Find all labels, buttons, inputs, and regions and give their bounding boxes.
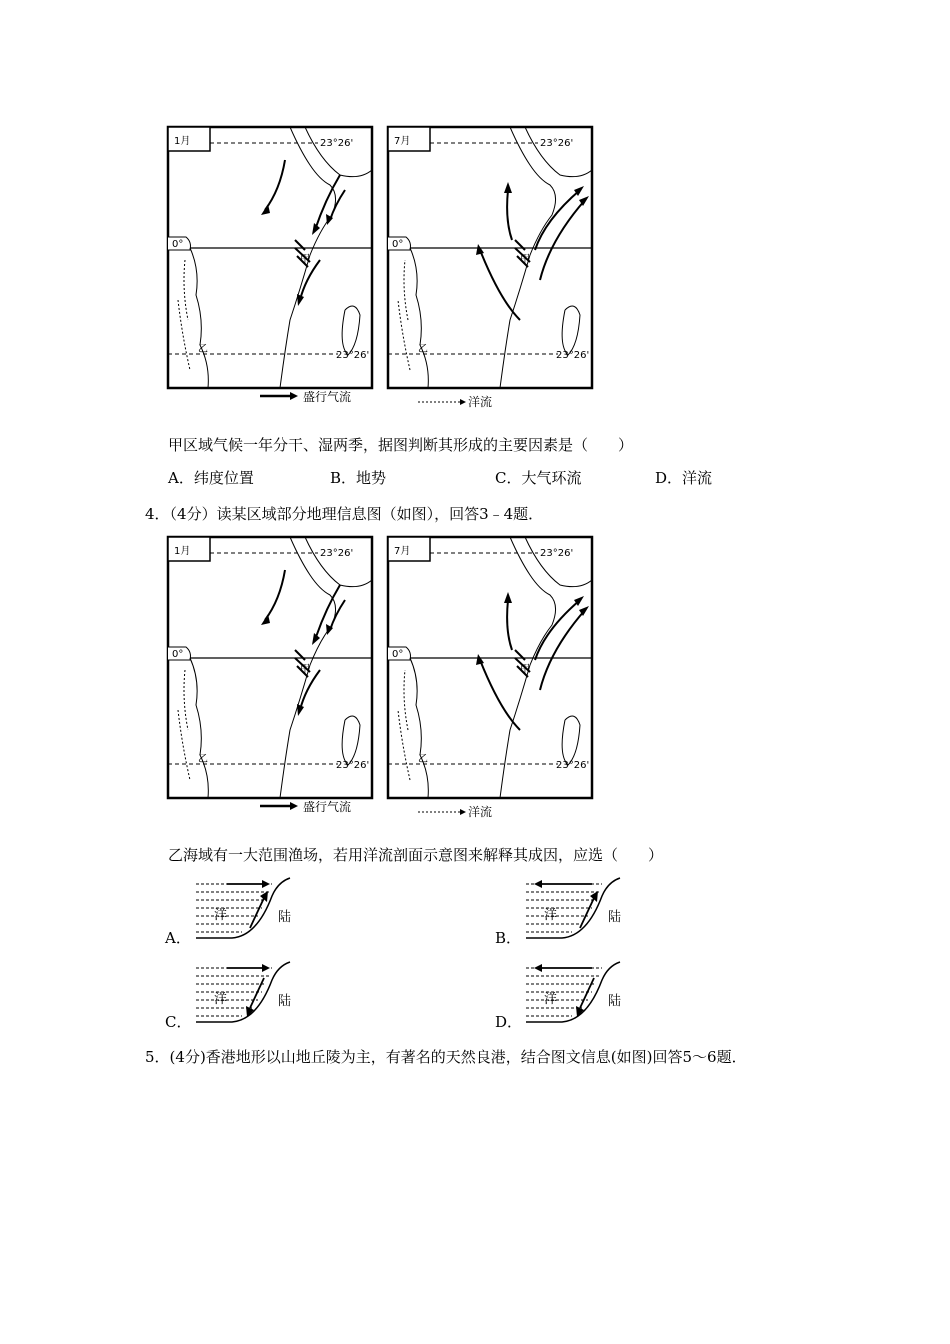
tropic-label: 23°26' bbox=[556, 760, 590, 771]
ocean-label: 洋 bbox=[214, 908, 228, 923]
label-yi: 乙 bbox=[418, 754, 428, 765]
tropic-label: 23°26' bbox=[320, 138, 354, 149]
label-jia: 甲 bbox=[300, 254, 310, 265]
panel-month-label: 7月 bbox=[394, 546, 411, 557]
land-label: 陆 bbox=[278, 910, 292, 925]
tropic-label: 23°26' bbox=[556, 350, 590, 361]
q4-option-c-letter[interactable]: C． bbox=[165, 1013, 192, 1031]
map-figure-1 bbox=[160, 120, 610, 420]
land-label: 陆 bbox=[278, 994, 292, 1009]
label-yi: 乙 bbox=[418, 344, 428, 355]
legend-current-label: 洋流 bbox=[468, 395, 493, 409]
question-4-header: 4．（4分）读某区域部分地理信息图（如图），回答3﹣4题． bbox=[145, 505, 544, 523]
map-panel-july bbox=[388, 537, 592, 798]
q4-option-d-letter[interactable]: D． bbox=[495, 1013, 523, 1031]
q4-option-d-section[interactable] bbox=[522, 960, 632, 1030]
q4-option-c-section[interactable] bbox=[192, 960, 302, 1030]
panel-month-label: 7月 bbox=[394, 136, 411, 147]
map-panel-july bbox=[388, 127, 592, 388]
q4-option-a-section[interactable] bbox=[192, 876, 302, 946]
label-jia: 甲 bbox=[520, 254, 530, 265]
tropic-label: 23°26' bbox=[320, 548, 354, 559]
map-panel-january bbox=[168, 537, 372, 798]
question-5-header: 5．(4分)香港地形以山地丘陵为主，有著名的天然良港，结合图文信息(如图)回答5～6题． bbox=[145, 1048, 747, 1066]
panel-month-label: 1月 bbox=[174, 546, 191, 557]
equator-label: 0° bbox=[172, 649, 184, 660]
equator-label: 0° bbox=[392, 239, 404, 250]
q4-option-a-letter[interactable]: A． bbox=[165, 929, 191, 947]
map-figure-2 bbox=[160, 530, 610, 830]
land-label: 陆 bbox=[608, 910, 622, 925]
question-3-stem: 甲区域气候一年分干、湿两季，据图判断其形成的主要因素是（ ） bbox=[168, 436, 634, 454]
ocean-label: 洋 bbox=[544, 908, 558, 923]
ocean-label: 洋 bbox=[544, 992, 558, 1007]
question-4-stem: 乙海域有一大范围渔场，若用洋流剖面示意图来解释其成因，应选（ ） bbox=[168, 846, 664, 864]
equator-label: 0° bbox=[172, 239, 184, 250]
panel-month-label: 1月 bbox=[174, 136, 191, 147]
q3-option-c[interactable]: C．大气环流 bbox=[495, 469, 582, 487]
legend-current-label: 洋流 bbox=[468, 805, 493, 819]
q4-option-b-section[interactable] bbox=[522, 876, 632, 946]
label-jia: 甲 bbox=[300, 664, 310, 675]
ocean-label: 洋 bbox=[214, 992, 228, 1007]
q3-option-b[interactable]: B．地势 bbox=[330, 469, 387, 487]
label-yi: 乙 bbox=[198, 344, 208, 355]
tropic-label: 23°26' bbox=[540, 138, 574, 149]
q3-option-a[interactable]: A．纬度位置 bbox=[168, 469, 254, 487]
label-yi: 乙 bbox=[198, 754, 208, 765]
tropic-label: 23°26' bbox=[336, 350, 370, 361]
land-label: 陆 bbox=[608, 994, 622, 1009]
legend-wind-label: 盛行气流 bbox=[303, 800, 352, 814]
tropic-label: 23°26' bbox=[540, 548, 574, 559]
map-legend bbox=[260, 799, 492, 819]
map-panel-january bbox=[168, 127, 372, 388]
label-jia: 甲 bbox=[520, 664, 530, 675]
legend-wind-label: 盛行气流 bbox=[303, 390, 352, 404]
equator-label: 0° bbox=[392, 649, 404, 660]
tropic-label: 23°26' bbox=[336, 760, 370, 771]
q3-option-d[interactable]: D．洋流 bbox=[655, 469, 713, 487]
map-legend bbox=[260, 389, 492, 409]
q4-option-b-letter[interactable]: B． bbox=[495, 929, 522, 947]
